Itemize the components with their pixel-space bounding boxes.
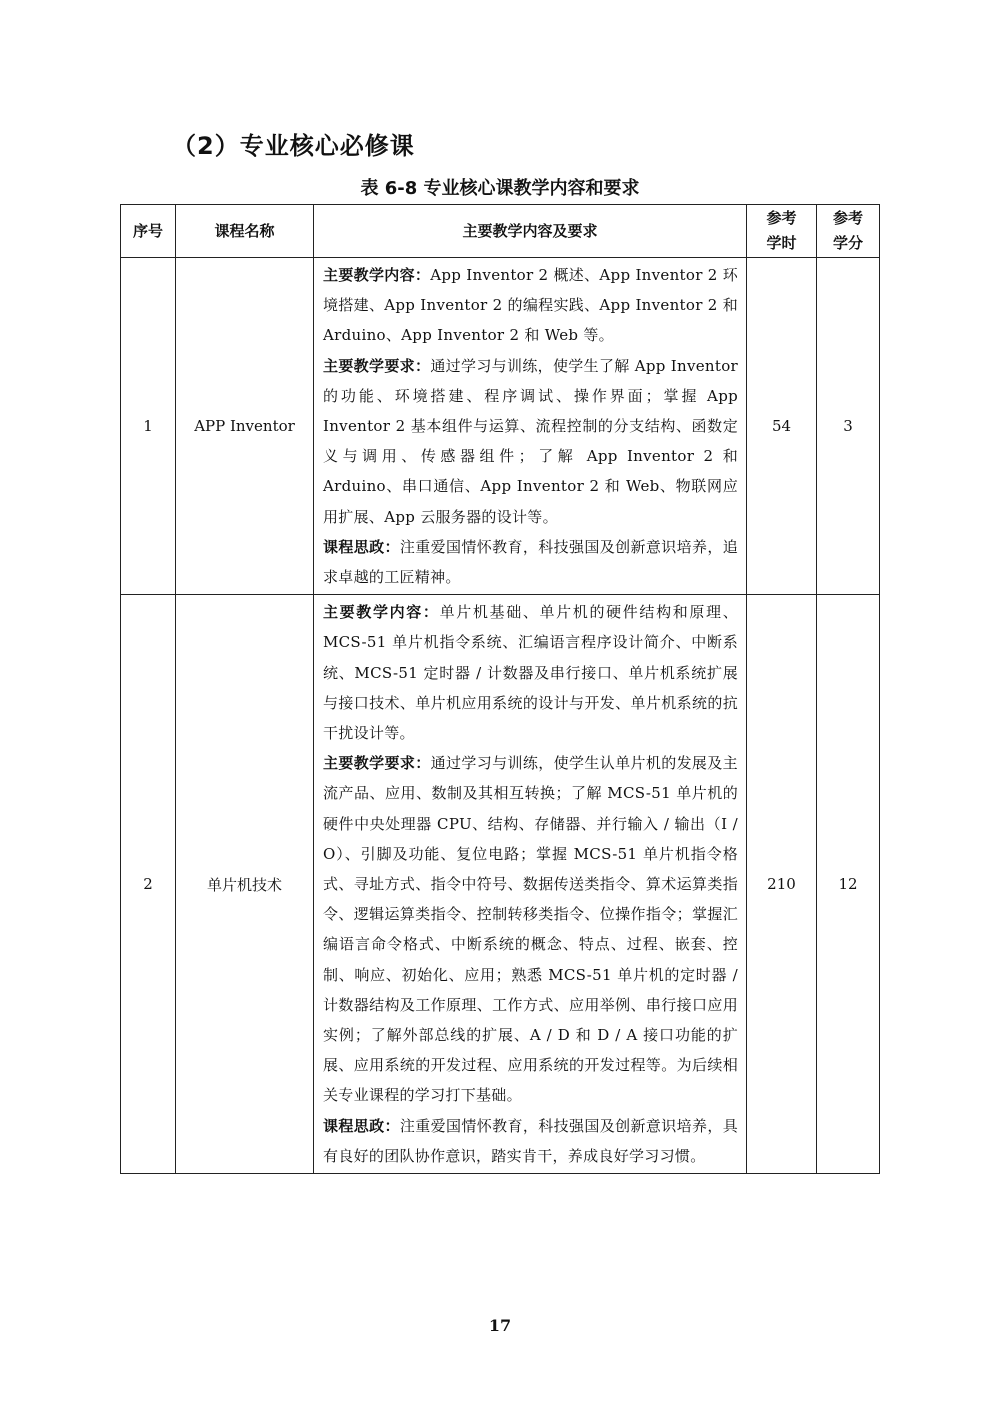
table-header-row bbox=[121, 205, 880, 258]
content-paragraph bbox=[323, 1111, 738, 1171]
row-credits: 12 bbox=[817, 595, 880, 1174]
header-content: 主要教学内容及要求 bbox=[314, 205, 747, 258]
header-no: 序号 bbox=[121, 205, 176, 258]
content-paragraph bbox=[323, 351, 738, 532]
paragraph-label: 主要教学要求： bbox=[323, 754, 431, 773]
row-no: 1 bbox=[121, 258, 176, 595]
table-row bbox=[121, 258, 880, 595]
content-paragraph bbox=[323, 260, 738, 351]
header-credits-line2: 学分 bbox=[832, 234, 863, 252]
header-hours-line1: 参考 bbox=[766, 209, 797, 227]
paragraph-label: 课程思政： bbox=[323, 1116, 400, 1135]
header-credits-line1: 参考 bbox=[832, 209, 863, 227]
content-paragraph bbox=[323, 532, 738, 592]
header-credits bbox=[817, 205, 880, 258]
paragraph-text: 注重爱国情怀教育，科技强国及创新意识培养，具有良好的团队协作意识，踏实肯干，养成良好学习习惯。 bbox=[323, 1116, 738, 1165]
row-content bbox=[314, 258, 747, 595]
row-credits: 3 bbox=[817, 258, 880, 595]
header-course-name: 课程名称 bbox=[176, 205, 314, 258]
paragraph-label: 主要教学要求： bbox=[323, 356, 431, 375]
paragraph-label: 主要教学内容： bbox=[323, 603, 440, 622]
row-hours: 210 bbox=[747, 595, 817, 1174]
content-paragraph bbox=[323, 748, 738, 1110]
paragraph-label: 课程思政： bbox=[323, 537, 400, 556]
row-course-name: 单片机技术 bbox=[176, 595, 314, 1174]
content-paragraph bbox=[323, 597, 738, 748]
paragraph-text: App Inventor 2 概述、App Inventor 2 环境搭建、App Inventor 2 的编程实践、App Inventor 2 和 Arduino、App Inventor 2 和 Web 等。 bbox=[323, 266, 738, 345]
paragraph-text: 单片机基础、单片机的硬件结构和原理、MCS-51 单片机指令系统、汇编语言程序设计简介、中断系统、MCS-51 定时器 / 计数器及串行接口、单片机系统扩展与接口技术、单片机应用系统的设计与开发、单片机系统的抗干扰设计等。 bbox=[323, 603, 738, 743]
table-caption: 表 6-8 专业核心课教学内容和要求 bbox=[360, 178, 640, 199]
table-row bbox=[121, 595, 880, 1174]
row-no: 2 bbox=[121, 595, 176, 1174]
section-heading: （2）专业核心必修课 bbox=[172, 132, 415, 160]
row-content bbox=[314, 595, 747, 1174]
paragraph-text: 通过学习与训练，使学生认单片机的发展及主流产品、应用、数制及其相互转换；了解 MCS-51 单片机的硬件中央处理器 CPU、结构、存储器、并行输入 / 输出（I / O）、引脚及功能、复位电路；掌握 MCS-51 单片机指令格式、寻址方式、指令中符号、数据传送类指令、算术运算类指令、逻辑运算类指令、控制转移类指令、位操作指令；掌握汇编语言命令格式、中断系统的概念、特点、过程、嵌套、控制、响应、初始化、应用；熟悉 MCS-51 单片机的定时器 / 计数器结构及工作原理、工作方式、应用举例、串行接口应用实例；了解外部总线的扩展、A / D 和 D / A 接口功能的扩展、应用系统的开发过程、应用系统的开发过程等。为后续相关专业课程的学习打下基础。 bbox=[323, 754, 738, 1105]
paragraph-text: 通过学习与训练，使学生了解 App Inventor 的功能、环境搭建、程序调试、操作界面；掌握 App Inventor 2 基本组件与运算、流程控制的分支结构、函数定义与调用、传感器组件；了解 App Inventor 2 和 Arduino、串口通信、App Inventor 2 和 Web、物联网应用扩展、App 云服务器的设计等。 bbox=[323, 356, 738, 526]
page-number: 17 bbox=[488, 1316, 512, 1335]
header-hours bbox=[747, 205, 817, 258]
row-hours: 54 bbox=[747, 258, 817, 595]
paragraph-text: 注重爱国情怀教育，科技强国及创新意识培养，追求卓越的工匠精神。 bbox=[323, 537, 738, 587]
paragraph-label: 主要教学内容： bbox=[323, 266, 431, 284]
row-course-name: APP Inventor bbox=[176, 258, 314, 595]
course-table bbox=[120, 204, 880, 1174]
header-hours-line2: 学时 bbox=[766, 234, 797, 252]
